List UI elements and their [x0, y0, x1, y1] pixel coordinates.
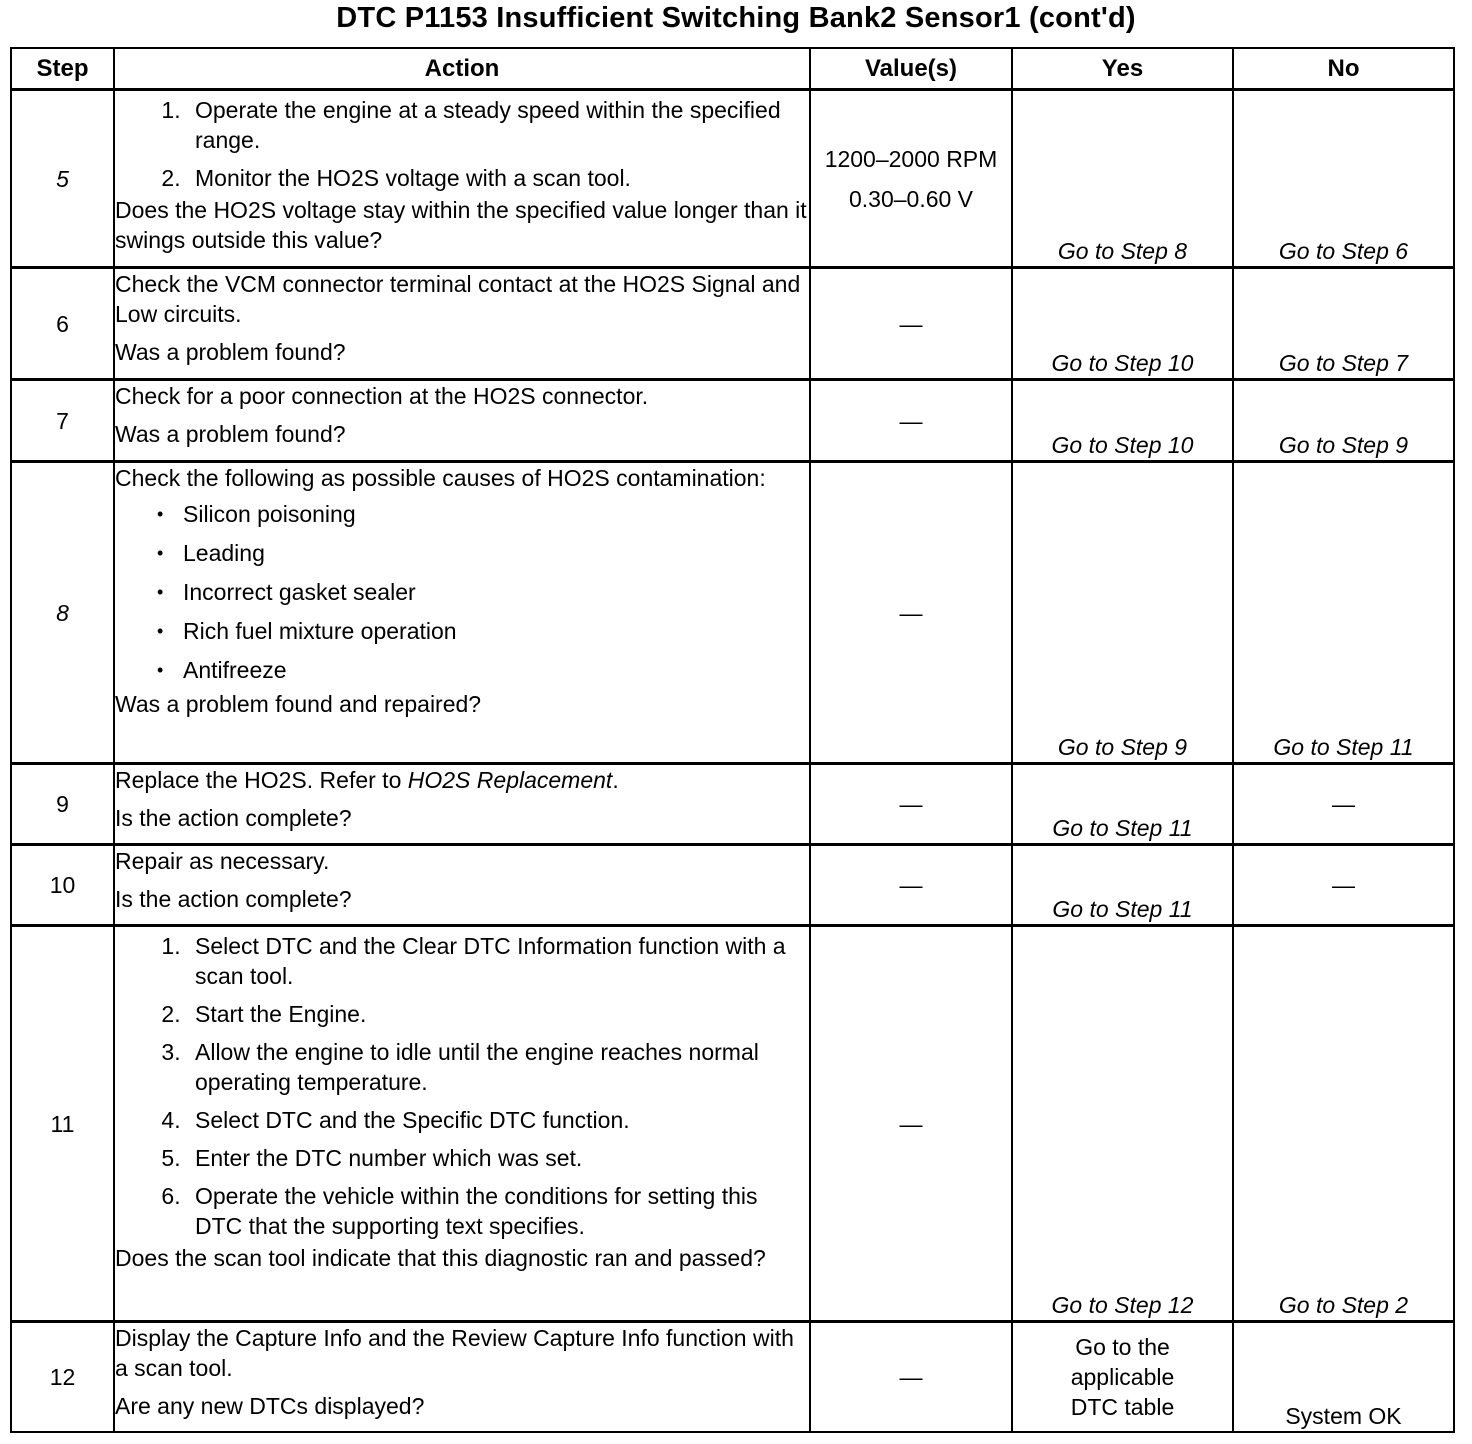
- action-question: Was a problem found?: [115, 339, 346, 365]
- header-row: [11, 48, 1454, 90]
- action-question: Does the HO2S voltage stay within the specified value longer than it swings outside this value?: [115, 197, 807, 253]
- action-cell: [114, 926, 810, 1322]
- action-steps: [115, 95, 809, 193]
- action-text-pre: Replace the HO2S. Refer to: [115, 767, 408, 793]
- yes-text: Go to the applicable DTC table: [1070, 1333, 1175, 1420]
- no-cell: System OK: [1233, 1322, 1454, 1432]
- action-question: Is the action complete?: [115, 886, 352, 912]
- value-cell: —: [810, 268, 1012, 380]
- step-number: 8: [11, 462, 114, 764]
- action-question: Was a problem found?: [115, 421, 346, 447]
- yes-cell: Go to Step 8: [1012, 90, 1233, 268]
- yes-cell: Go to Step 11: [1012, 845, 1233, 926]
- list-item: 2. Monitor the HO2S voltage with a scan tool.: [187, 163, 809, 193]
- yes-cell: [1012, 1322, 1233, 1432]
- action-text: [115, 765, 809, 795]
- action-question: Was a problem found and repaired?: [115, 691, 482, 717]
- value-cell: —: [810, 926, 1012, 1322]
- header-step: Step: [11, 48, 114, 90]
- yes-cell: Go to Step 10: [1012, 268, 1233, 380]
- list-item: • Silicon poisoning: [183, 499, 809, 529]
- action-text: Check for a poor connection at the HO2S connector.: [115, 383, 649, 409]
- header-yes: Yes: [1012, 48, 1233, 90]
- table-row: [11, 268, 1454, 380]
- yes-cell: Go to Step 9: [1012, 462, 1233, 764]
- table-row: [11, 1322, 1454, 1432]
- step-number: 7: [11, 380, 114, 462]
- list-item: • Leading: [183, 538, 809, 568]
- step-number: 5: [11, 90, 114, 268]
- action-question: Does the scan tool indicate that this diagnostic ran and passed?: [115, 1245, 766, 1271]
- dtc-table: [10, 47, 1455, 1433]
- cause-list: [115, 499, 809, 685]
- value-cell: —: [810, 380, 1012, 462]
- yes-cell: Go to Step 10: [1012, 380, 1233, 462]
- list-item: 4. Select DTC and the Specific DTC function.: [187, 1105, 809, 1135]
- list-item: 2. Start the Engine.: [187, 999, 809, 1029]
- table-row: [11, 90, 1454, 268]
- action-cell: [114, 268, 810, 380]
- step-number: 9: [11, 764, 114, 845]
- no-cell: —: [1233, 845, 1454, 926]
- table-row: [11, 764, 1454, 845]
- value-cell: —: [810, 845, 1012, 926]
- action-text: Check the VCM connector terminal contact at the HO2S Signal and Low circuits.: [115, 271, 801, 327]
- list-item: • Incorrect gasket sealer: [183, 577, 809, 607]
- table-row: [11, 926, 1454, 1322]
- header-values: Value(s): [810, 48, 1012, 90]
- no-cell: Go to Step 6: [1233, 90, 1454, 268]
- action-text: Repair as necessary.: [115, 848, 330, 874]
- action-cell: [114, 764, 810, 845]
- table-row: [11, 845, 1454, 926]
- action-cell: [114, 845, 810, 926]
- value-cell: [810, 90, 1012, 268]
- no-cell: Go to Step 7: [1233, 268, 1454, 380]
- action-text-post: .: [612, 767, 619, 793]
- list-item: • Antifreeze: [183, 655, 809, 685]
- action-cell: [114, 380, 810, 462]
- table-row: [11, 380, 1454, 462]
- list-item: 1. Operate the engine at a steady speed within the specified range.: [187, 95, 809, 155]
- list-item: 3. Allow the engine to idle until the engine reaches normal operating temperature.: [187, 1037, 809, 1097]
- action-cell: [114, 90, 810, 268]
- list-item: 1. Select DTC and the Clear DTC Information function with a scan tool.: [187, 931, 809, 991]
- list-item: 5. Enter the DTC number which was set.: [187, 1143, 809, 1173]
- header-no: No: [1233, 48, 1454, 90]
- no-cell: Go to Step 11: [1233, 462, 1454, 764]
- value-rpm: 1200–2000 RPM: [824, 145, 998, 172]
- step-number: 11: [11, 926, 114, 1322]
- step-number: 6: [11, 268, 114, 380]
- action-text: Check the following as possible causes of HO2S contamination:: [115, 465, 766, 491]
- action-cell: [114, 1322, 810, 1432]
- reference-link: HO2S Replacement: [407, 767, 613, 793]
- step-number: 10: [11, 845, 114, 926]
- action-question: Is the action complete?: [115, 805, 352, 831]
- page-title: DTC P1153 Insufficient Switching Bank2 Sensor1 (cont'd): [336, 2, 1136, 34]
- yes-cell: Go to Step 11: [1012, 764, 1233, 845]
- value-cell: —: [810, 1322, 1012, 1432]
- yes-cell: Go to Step 12: [1012, 926, 1233, 1322]
- table-row: [11, 462, 1454, 764]
- no-cell: —: [1233, 764, 1454, 845]
- value-cell: —: [810, 462, 1012, 764]
- action-question: Are any new DTCs displayed?: [115, 1393, 425, 1419]
- no-cell: Go to Step 9: [1233, 380, 1454, 462]
- no-cell: Go to Step 2: [1233, 926, 1454, 1322]
- list-item: • Rich fuel mixture operation: [183, 616, 809, 646]
- list-item: 6. Operate the vehicle within the conditions for setting this DTC that the supporting text specifies.: [187, 1181, 809, 1241]
- value-cell: —: [810, 764, 1012, 845]
- step-number: 12: [11, 1322, 114, 1432]
- header-action: Action: [114, 48, 810, 90]
- value-voltage: 0.30–0.60 V: [848, 185, 974, 212]
- action-steps: [115, 931, 809, 1241]
- action-text: Display the Capture Info and the Review Capture Info function with a scan tool.: [115, 1325, 794, 1381]
- action-cell: [114, 462, 810, 764]
